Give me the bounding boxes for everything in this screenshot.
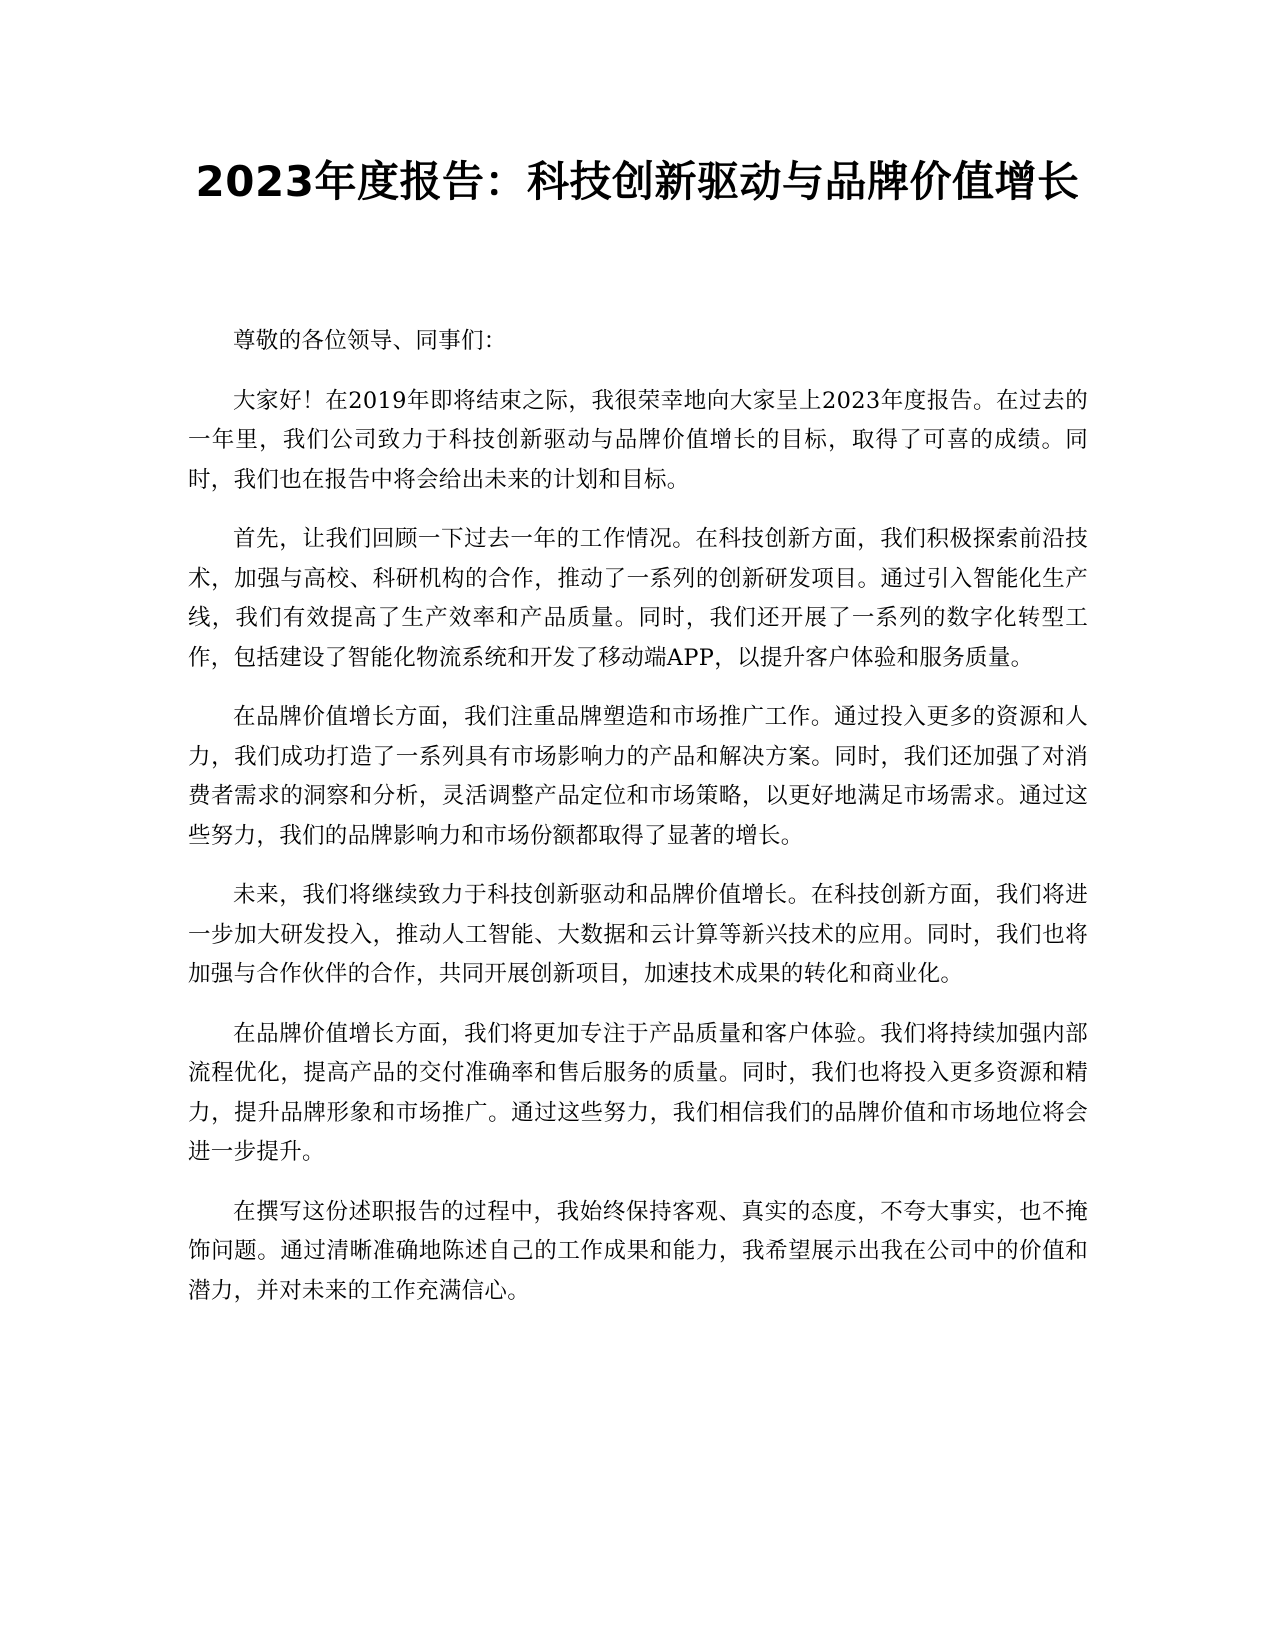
document-title: 2023年度报告：科技创新驱动与品牌价值增长 [195,157,1080,206]
paragraph-brand-growth: 在品牌价值增长方面，我们注重品牌塑造和市场推广工作。通过投入更多的资源和人力，我们成功打造了一系列具有市场影响力的产品和解决方案。同时，我们还加强了对消费者需求的洞察和分析，灵活调整产品定位和市场策略，以更好地满足市场需求。通过这些努力，我们的品牌影响力和市场份额都取得了显著的增长。 [188,704,1088,849]
paragraph-future-brand: 在品牌价值增长方面，我们将更加专注于产品质量和客户体验。我们将持续加强内部流程优化，提高产品的交付准确率和售后服务的质量。同时，我们也将投入更多资源和精力，提升品牌形象和市场推广。通过这些努力，我们相信我们的品牌价值和市场地位将会进一步提升。 [188,1020,1088,1165]
paragraph-future-tech: 未来，我们将继续致力于科技创新驱动和品牌价值增长。在科技创新方面，我们将进一步加大研发投入，推动人工智能、大数据和云计算等新兴技术的应用。同时，我们也将加强与合作伙伴的合作，共同开展创新项目，加速技术成果的转化和商业化。 [188,882,1088,987]
paragraph-salutation: 尊敬的各位领导、同事们： [233,328,507,354]
document-body [188,322,1088,1331]
paragraph-closing: 在撰写这份述职报告的过程中，我始终保持客观、真实的态度，不夸大事实，也不掩饰问题。通过清晰准确地陈述自己的工作成果和能力，我希望展示出我在公司中的价值和潜力，并对未来的工作充满信心。 [188,1198,1088,1304]
paragraph-greeting: 大家好！在2019年即将结束之际，我很荣幸地向大家呈上2023年度报告。在过去的一年里，我们公司致力于科技创新驱动与品牌价值增长的目标，取得了可喜的成绩。同时，我们也在报告中将会给出未来的计划和目标。 [188,387,1088,493]
paragraph-review: 首先，让我们回顾一下过去一年的工作情况。在科技创新方面，我们积极探索前沿技术，加强与高校、科研机构的合作，推动了一系列的创新研发项目。通过引入智能化生产线，我们有效提高了生产效率和产品质量。同时，我们还开展了一系列的数字化转型工作，包括建设了智能化物流系统和开发了移动端APP，以提升客户体验和服务质量。 [188,526,1088,671]
